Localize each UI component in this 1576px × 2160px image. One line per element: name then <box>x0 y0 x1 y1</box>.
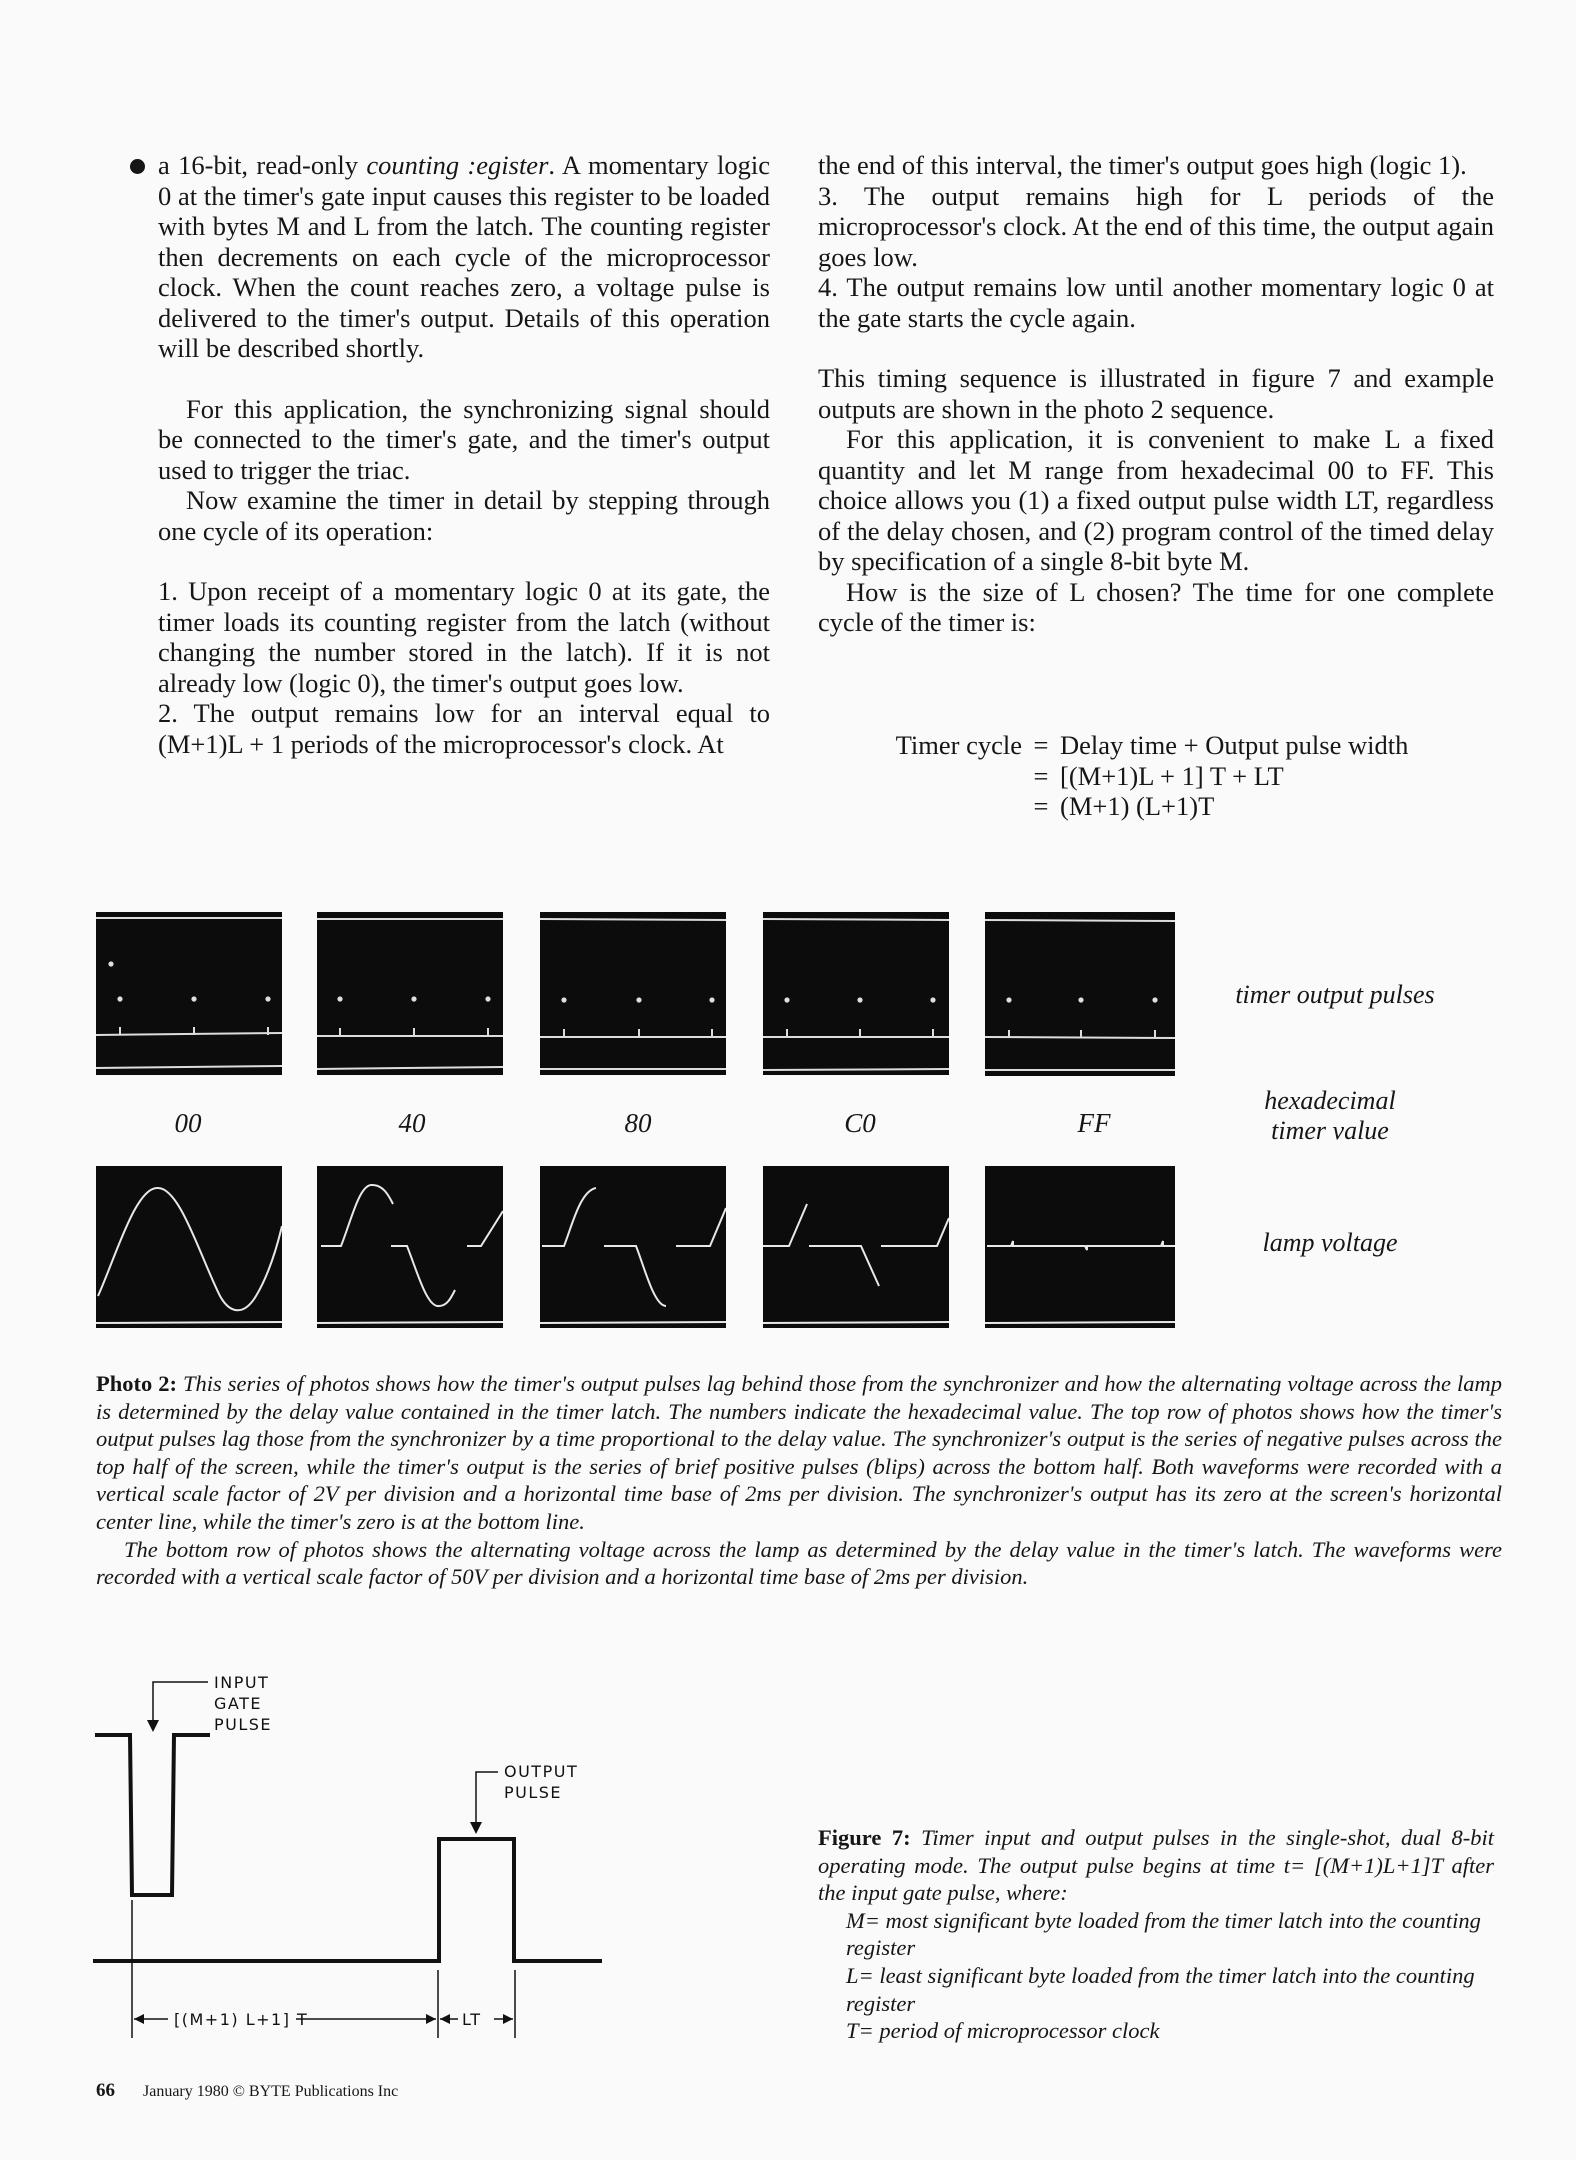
scope-photo-top-00 <box>96 912 282 1075</box>
right-column <box>818 150 1494 638</box>
row-label-timer-output-pulses: timer output pulses <box>1235 980 1435 1009</box>
footer-text: January 1980 © BYTE Publications Inc <box>143 2083 399 2100</box>
svg-text:GATE: GATE <box>214 1694 262 1713</box>
left-column <box>158 150 770 759</box>
hex-label-40: 40 <box>398 1108 426 1138</box>
paragraph: Now examine the timer in detail by stepping through one cycle of its operation: <box>158 485 770 546</box>
scope-photo-top-FF <box>985 912 1175 1076</box>
bullet-paragraph: a 16-bit, read-only counting :egister. A momentary logic 0 at the timer's gate input causes this register to be loaded with bytes M and L from the latch. The counting register then decrements on each cycle of the microprocessor clock. When the count reaches zero, a voltage pulse is delivered to the timer's output. Details of this operation will be described shortly. <box>158 150 770 364</box>
row-label-hexadecimal-timer-value: hexadecimal timer value <box>1264 1086 1396 1145</box>
figure-7-caption: Figure 7: Timer input and output pulses in the single-shot, dual 8-bit operating mode. The output pulse begins at time t= [(M+1)L+1]T after the input gate pulse, where: M= most significant byte loaded from the timer latch into the counting register L= least significant byte loaded from the timer latch into the counting register T= period of microprocessor clock <box>818 1825 1495 2044</box>
step-2: 2. The output remains low for an interval equal to (M+1)L + 1 periods of the microprocessor's clock. At <box>158 698 770 759</box>
page-number: 66 <box>96 2080 115 2101</box>
page-footer <box>96 2080 398 2102</box>
svg-text:LT: LT <box>462 2010 482 2029</box>
step-4: 4. The output remains low until another momentary logic 0 at the gate starts the cycle again. <box>818 272 1494 333</box>
figure-7-timing-diagram <box>90 1660 790 2080</box>
bullet-icon <box>130 159 145 174</box>
definition-l: L= least significant byte loaded from the timer latch into the counting register <box>846 1962 1475 2016</box>
row-label-lamp-voltage: lamp voltage <box>1262 1228 1398 1257</box>
scope-photo-bottom-C0 <box>763 1166 949 1328</box>
scope-photo-top-80 <box>540 912 726 1075</box>
photo-2-caption: Photo 2: This series of photos shows how the timer's output pulses lag behind those from the synchronizer and how the alternating voltage across the lamp is determined by the delay value contained in the timer latch. The numbers indicate the hexadecimal value. The top row of photos shows how the timer's output pulses lag those from the synchronizer by a time proportional to the delay value. The synchronizer's output is the series of negative pulses across the top half of the screen, while the timer's output is the series of brief positive pulses (blips) across the bottom half. Both waveforms were recorded with a vertical scale factor of 2V per division and a horizontal time base of 2ms per division. The synchronizer's output has its zero at the screen's horizontal center line, while the timer's zero is at the bottom line. The bottom row of photos shows the alternating voltage across the lamp as determined by the delay value in the timer's latch. The waveforms were recorded with a vertical scale factor of 50V per division and a horizontal time base of 2ms per division. <box>96 1371 1502 1590</box>
svg-text:PULSE: PULSE <box>504 1783 563 1802</box>
step-2-continued: the end of this interval, the timer's output goes high (logic 1). <box>818 150 1467 180</box>
svg-text:[(M+1) L+1] T: [(M+1) L+1] T <box>174 2010 309 2029</box>
timer-cycle-equation: Timer cycle = Delay time + Output pulse width = [(M+1)L + 1] T + LT = (M+1) (L+1)T <box>895 730 1409 821</box>
scope-photo-top-40 <box>317 912 503 1075</box>
paragraph: For this application, the synchronizing signal should be connected to the timer's gate, and the timer's output used to trigger the triac. <box>158 393 770 485</box>
hex-label-C0: C0 <box>844 1108 876 1138</box>
hex-label-FF: FF <box>1077 1108 1111 1138</box>
hex-label-80: 80 <box>624 1108 652 1138</box>
svg-text:PULSE: PULSE <box>214 1715 273 1734</box>
paragraph: This timing sequence is illustrated in figure 7 and example outputs are shown in the photo 2 sequence. <box>818 363 1494 424</box>
step-3: 3. The output remains high for L periods of the microprocessor's clock. At the end of this time, the output again goes low. <box>818 180 1494 272</box>
scope-photo-top-C0 <box>763 912 949 1075</box>
svg-text:INPUT: INPUT <box>214 1673 270 1692</box>
caption-label: Figure 7: <box>818 1825 911 1850</box>
paragraph: For this application, it is convenient to make L a fixed quantity and let M range from hexadecimal 00 to FF. This choice allows you (1) a fixed output pulse width LT, regardless of the delay chosen, and (2) program control of the timed delay by specification of a single 8-bit byte M. <box>818 424 1494 576</box>
scope-photo-bottom-40 <box>317 1166 503 1328</box>
hex-label-00: 00 <box>174 1108 202 1138</box>
paragraph: How is the size of L chosen? The time for one complete cycle of the timer is: <box>818 576 1494 637</box>
scope-photo-bottom-80 <box>540 1166 726 1328</box>
scope-photo-bottom-FF <box>985 1166 1175 1328</box>
caption-label: Photo 2: <box>96 1371 177 1396</box>
svg-text:OUTPUT: OUTPUT <box>504 1762 579 1781</box>
definition-m: M= most significant byte loaded from the timer latch into the counting register <box>846 1907 1481 1961</box>
scope-photo-bottom-00 <box>96 1166 282 1328</box>
definition-t: T= period of microprocessor clock <box>846 2018 1160 2044</box>
step-1: 1. Upon receipt of a momentary logic 0 at its gate, the timer loads its counting register from the latch (without changing the number stored in the latch). If it is not already low (logic 0), the timer's output goes low. <box>158 576 770 698</box>
